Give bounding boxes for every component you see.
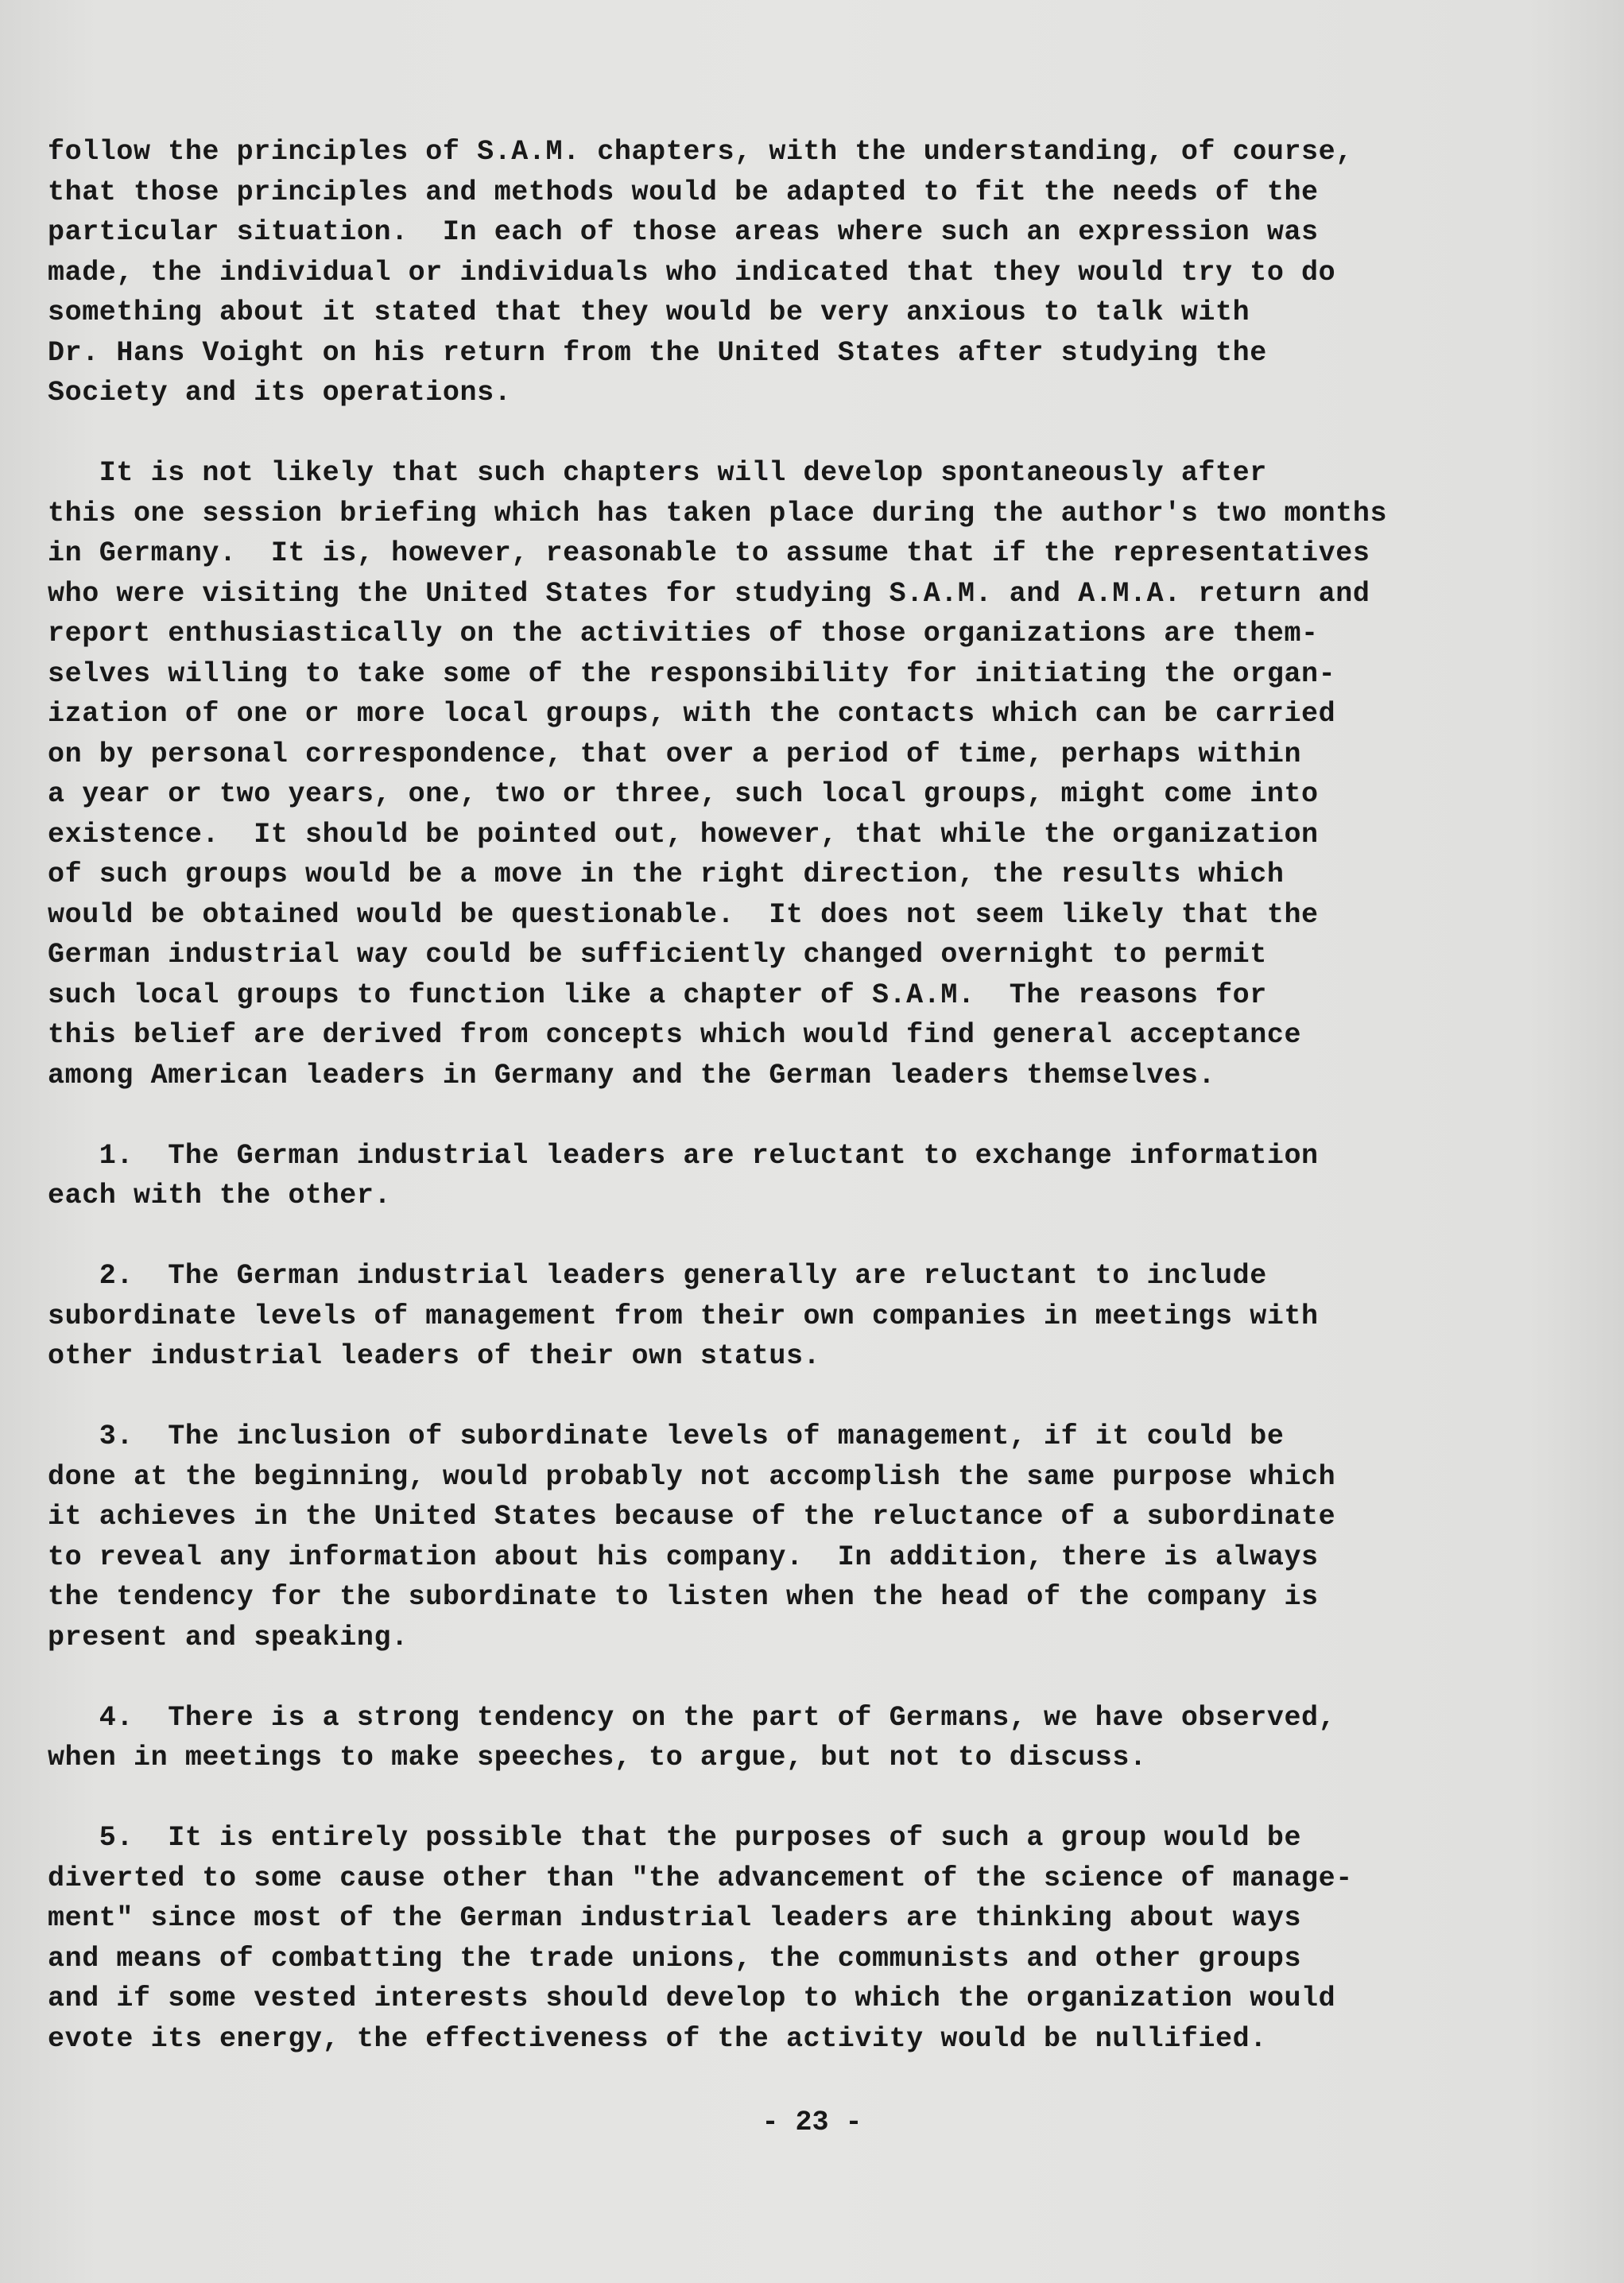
text-line: existence. It should be pointed out, however, that while the organization — [48, 818, 1319, 851]
text-line: would be obtained would be questionable. It does not seem likely that the — [48, 898, 1319, 931]
text-line: 2. The German industrial leaders generally are reluctant to include — [48, 1260, 1267, 1292]
text-line: 4. There is a strong tendency on the part of Germans, we have observed, — [48, 1701, 1336, 1734]
text-line: ization of one or more local groups, with the contacts which can be carried — [48, 698, 1336, 730]
text-line: diverted to some cause other than "the advancement of the science of manage- — [48, 1862, 1353, 1894]
text-line: such local groups to function like a chapter of S.A.M. The reasons for — [48, 979, 1267, 1011]
text-line: evote its energy, the effectiveness of the activity would be nullified. — [48, 2022, 1267, 2055]
text-line: follow the principles of S.A.M. chapters, with the understanding, of course, — [48, 136, 1353, 168]
text-line: Society and its operations. — [48, 377, 512, 409]
text-line: subordinate levels of management from their own companies in meetings with — [48, 1300, 1319, 1332]
text-line: 1. The German industrial leaders are reluctant to exchange information — [48, 1139, 1319, 1172]
text-line: ment" since most of the German industrial leaders are thinking about ways — [48, 1902, 1302, 1934]
text-line: something about it stated that they would be very anxious to talk with — [48, 297, 1250, 328]
text-line: 5. It is entirely possible that the purposes of such a group would be — [48, 1822, 1302, 1854]
text-line: German industrial way could be sufficiently changed overnight to permit — [48, 939, 1267, 971]
text-line: to reveal any information about his company. In addition, there is always — [48, 1541, 1319, 1573]
paragraph — [48, 1818, 1598, 2059]
text-line: who were visiting the United States for studying S.A.M. and A.M.A. return and — [48, 577, 1370, 610]
text-line: of such groups would be a move in the right direction, the results which — [48, 859, 1285, 890]
text-line: and means of combatting the trade unions, the communists and other groups — [48, 1942, 1302, 1975]
body-text — [48, 132, 1598, 2099]
text-line: present and speaking. — [48, 1621, 409, 1653]
text-line: done at the beginning, would probably not accomplish the same purpose which — [48, 1460, 1336, 1493]
text-line: a year or two years, one, two or three, such local groups, might come into — [48, 778, 1319, 810]
text-line: particular situation. In each of those areas where such an expression was — [48, 216, 1319, 248]
text-line: 3. The inclusion of subordinate levels of management, if it could be — [48, 1421, 1285, 1452]
paragraph — [48, 1256, 1598, 1377]
text-line: report enthusiastically on the activities of those organizations are them- — [48, 618, 1319, 649]
text-line: that those principles and methods would be adapted to fit the needs of the — [48, 176, 1319, 208]
paragraph — [48, 1136, 1598, 1216]
text-line: when in meetings to make speeches, to argue, but not to discuss. — [48, 1742, 1147, 1773]
paragraph — [48, 1417, 1598, 1657]
text-line: it achieves in the United States because of the reluctance of a subordinate — [48, 1501, 1336, 1533]
text-line: this belief are derived from concepts which would find general acceptance — [48, 1019, 1302, 1051]
paragraph — [48, 132, 1598, 413]
text-line: Dr. Hans Voight on his return from the United States after studying the — [48, 336, 1267, 369]
text-line: It is not likely that such chapters will develop spontaneously after — [48, 457, 1267, 489]
text-line: each with the other. — [48, 1180, 392, 1211]
text-line: among American leaders in Germany and the German leaders themselves. — [48, 1059, 1216, 1091]
text-line: other industrial leaders of their own status. — [48, 1340, 821, 1372]
paragraph — [48, 1698, 1598, 1778]
text-line: made, the individual or individuals who indicated that they would try to do — [48, 256, 1336, 289]
text-line: selves willing to take some of the responsibility for initiating the organ- — [48, 657, 1336, 690]
paragraph — [48, 453, 1598, 1095]
page-number: - 23 - — [762, 2107, 862, 2138]
text-line: in Germany. It is, however, reasonable to assume that if the representatives — [48, 537, 1370, 569]
text-line: on by personal correspondence, that over a period of time, perhaps within — [48, 738, 1302, 770]
text-line: the tendency for the subordinate to listen when the head of the company is — [48, 1581, 1319, 1613]
text-line: this one session briefing which has taken place during the author's two months — [48, 497, 1388, 529]
text-line: and if some vested interests should develop to which the organization would — [48, 1983, 1336, 2014]
